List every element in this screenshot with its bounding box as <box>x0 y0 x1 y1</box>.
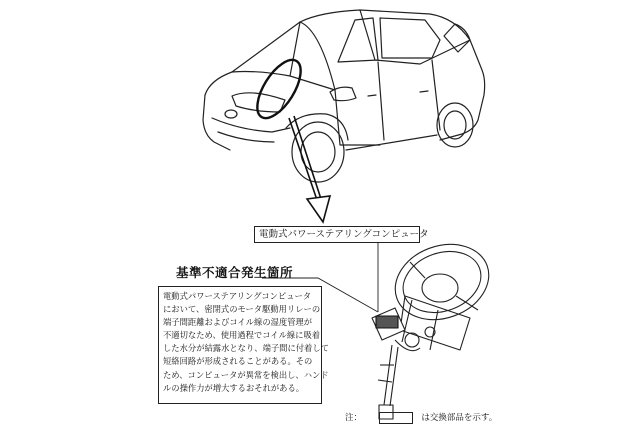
legend-note <box>345 411 497 424</box>
description-line: において、密閉式のモータ駆動用リレーの <box>163 304 321 315</box>
description-line: ルの操作力が増大するおそれがある。 <box>163 382 305 393</box>
description-line: 電動式パワーステアリングコンピュータ <box>163 291 312 301</box>
description-line: 端子間距離およびコイル線の湿度管理が <box>163 317 313 328</box>
note-prefix: 注： <box>345 413 363 423</box>
description-line: 不適切なため、使用過程でコイル線に吸着 <box>163 330 321 341</box>
description-line: した水分が結露水となり、端子間に付着して <box>163 343 329 354</box>
note-suffix: は交換部品を示す。 <box>421 413 498 423</box>
description-box <box>158 286 329 404</box>
part-label: 電動式パワーステアリングコンピュータ <box>254 226 420 243</box>
description-line: 短絡回路が形成されることがある。その <box>163 356 313 367</box>
description-line: ため、コンピュータが異常を検出し、ハンド <box>163 369 329 380</box>
highlight-ellipse <box>249 53 309 125</box>
steering-assembly-illustration <box>372 232 499 419</box>
section-heading: 基準不適合発生箇所 <box>176 265 294 280</box>
replacement-part-swatch <box>379 412 413 424</box>
